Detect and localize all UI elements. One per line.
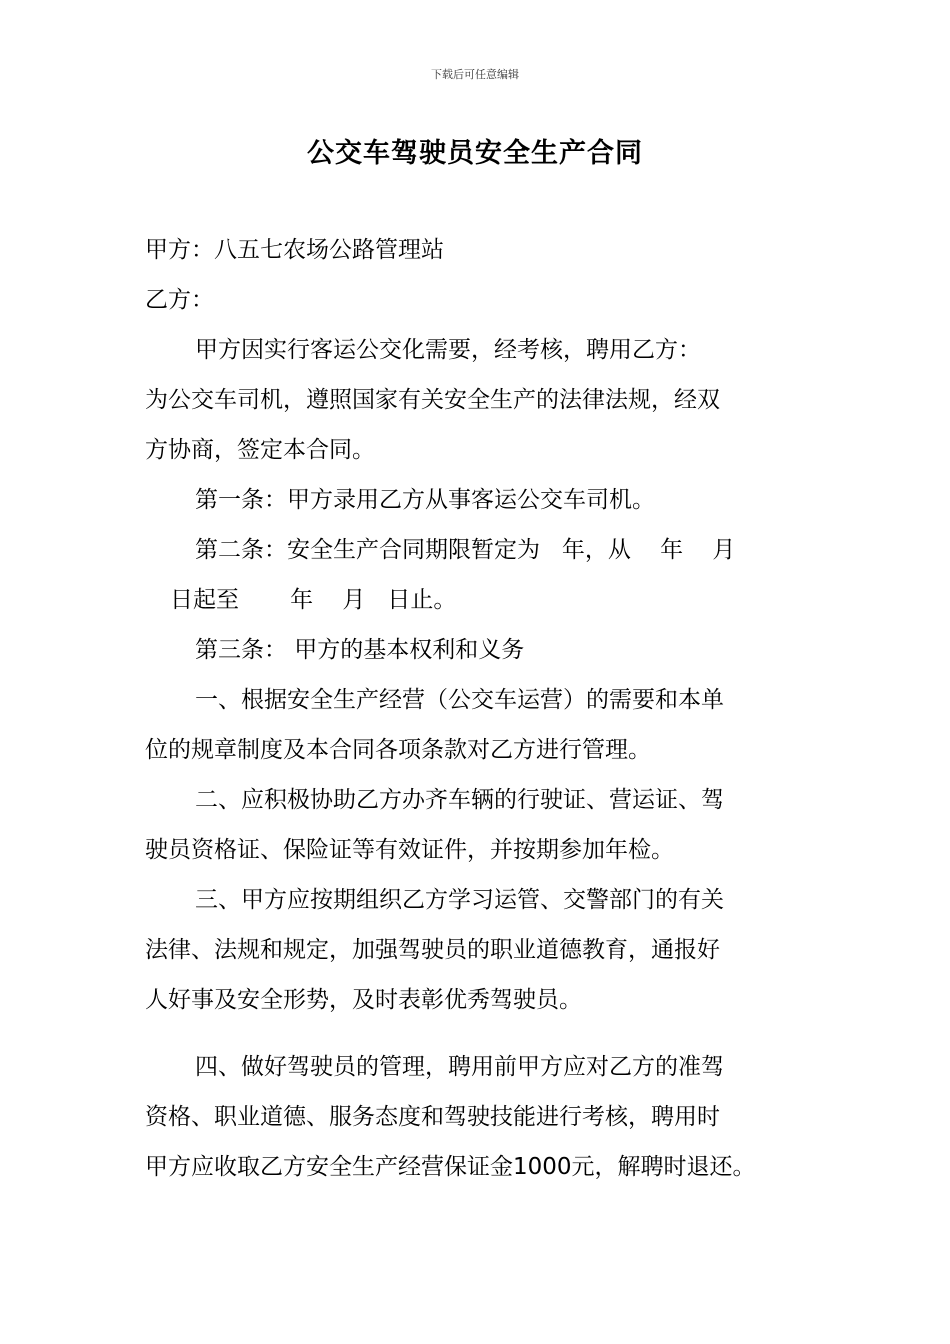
clause-2-line: 二、应积极协助乙方办齐车辆的行驶证、营运证、驾 — [195, 787, 724, 813]
clause-4-line: 四、做好驾驶员的管理，聘用前甲方应对乙方的准驾 — [195, 1054, 724, 1080]
paragraph-line: 方协商，签定本合同。 — [145, 437, 375, 463]
paragraph-line: 甲方因实行客运公交化需要，经考核，聘用乙方： — [195, 337, 701, 363]
contract-parties — [145, 225, 825, 325]
paragraph-line: 为公交车司机，遵照国家有关安全生产的法律法规，经双 — [145, 387, 720, 413]
clause-2-line: 驶员资格证、保险证等有效证件，并按期参加年检。 — [145, 837, 674, 863]
party-b-line: 乙方： — [145, 287, 214, 313]
party-a-line: 甲方：八五七农场公路管理站 — [145, 237, 444, 263]
clause-4-line — [145, 1142, 845, 1192]
deposit-text-after: 元，解聘时退还。 — [571, 1154, 756, 1180]
deposit-text-before: 甲方应收取乙方安全生产经营保证金 — [145, 1154, 513, 1180]
clause-4-line: 资格、职业道德、服务态度和驾驶技能进行考核，聘用时 — [145, 1104, 720, 1130]
clause-1-line: 位的规章制度及本合同各项条款对乙方进行管理。 — [145, 737, 651, 763]
clause-3-line: 人好事及安全形势，及时表彰优秀驾驶员。 — [145, 987, 582, 1013]
contract-body-continued — [145, 1042, 845, 1192]
clause-3-line: 法律、法规和规定，加强驾驶员的职业道德教育，通报好 — [145, 937, 720, 963]
header-note: 下载后可任意编辑 — [431, 68, 519, 81]
article-2-line: 日起至 年 月 日止。 — [170, 587, 457, 613]
clause-3-line: 三、甲方应按期组织乙方学习运管、交警部门的有关 — [195, 887, 724, 913]
article-1-line: 第一条：甲方录用乙方从事客运公交车司机。 — [195, 487, 655, 513]
contract-body — [145, 325, 825, 1025]
clause-1-line: 一、根据安全生产经营（公交车运营）的需要和本单 — [195, 687, 724, 713]
deposit-amount: 1000 — [513, 1154, 572, 1180]
article-3-heading: 第三条： 甲方的基本权利和义务 — [195, 637, 525, 663]
article-2-line: 第二条：安全生产合同期限暂定为 年，从 年 月 — [195, 537, 736, 563]
document-title: 公交车驾驶员安全生产合同 — [307, 138, 643, 169]
